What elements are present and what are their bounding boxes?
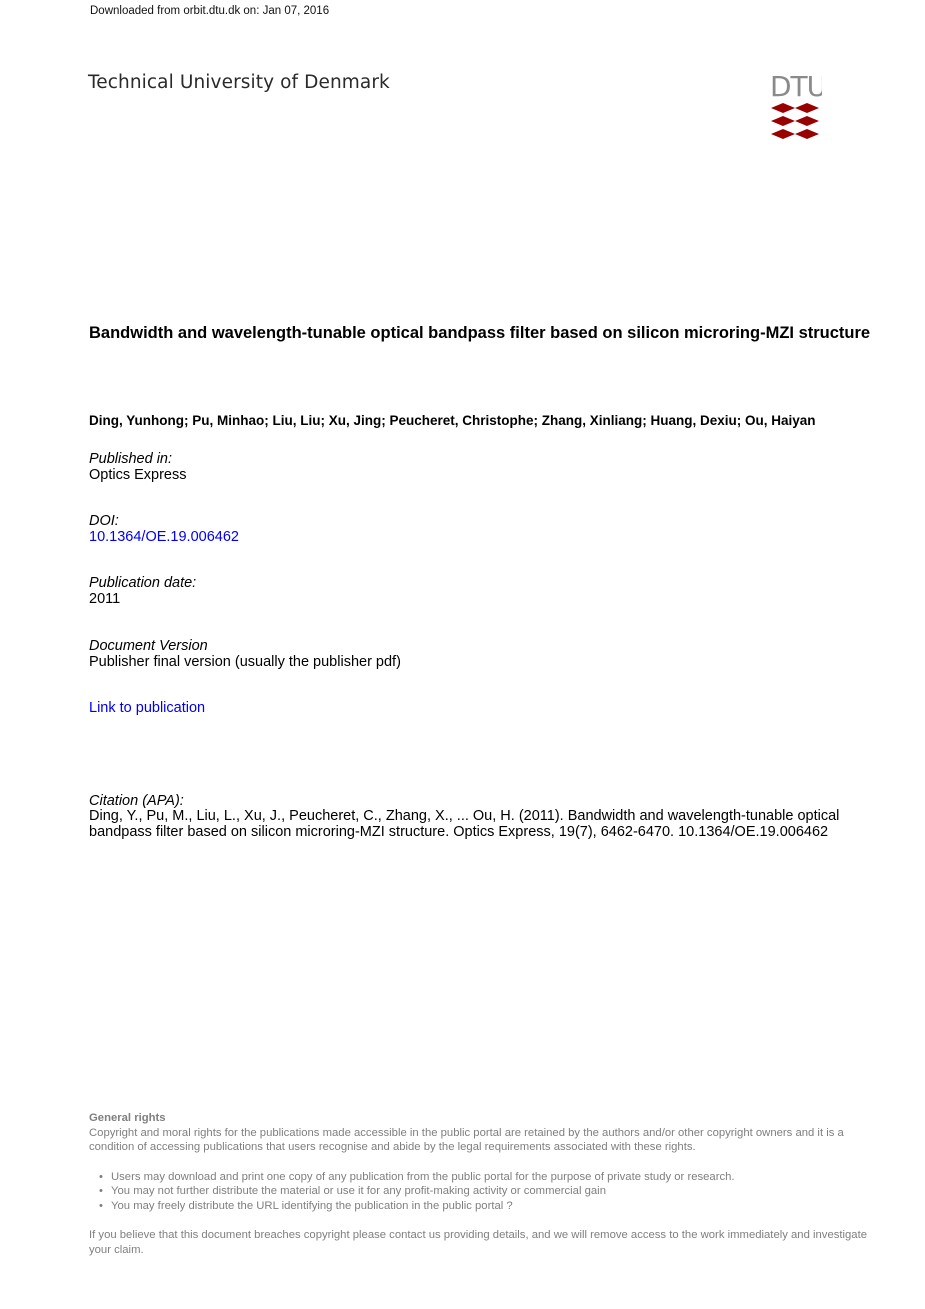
publication-date-value: 2011 [89,591,121,607]
download-note: Downloaded from orbit.dtu.dk on: Jan 07, 2016 [90,5,330,17]
doi-link[interactable]: 10.1364/OE.19.006462 [89,529,239,545]
published-in-section [89,451,187,483]
dtu-logo-text: DTU [770,70,822,103]
document-version-value: Publisher final version (usually the publisher pdf) [89,654,401,670]
list-item: • Users may download and print one copy of any publication from the public portal for the purpose of private study or research. [111,1170,879,1185]
doi-section [89,513,239,545]
dtu-logo-waves [771,103,819,139]
dtu-logo-icon [768,70,822,142]
list-item: • You may freely distribute the URL identifying the publication in the public portal ? [111,1199,879,1214]
general-rights-section [89,1111,879,1257]
list-item: • You may not further distribute the material or use it for any profit-making activity or commercial gain [111,1184,879,1199]
institution-name: Technical University of Denmark [88,72,390,93]
author-list: Ding, Yunhong; Pu, Minhao; Liu, Liu; Xu, Jing; Peucheret, Christophe; Zhang, Xinliang; Huang, Dexiu; Ou, Haiyan [89,413,816,428]
document-version-label: Document Version [89,638,208,654]
publication-title: Bandwidth and wavelength-tunable optical bandpass filter based on silicon microring-MZI structure [89,324,871,342]
general-rights-heading: General rights [89,1112,166,1124]
general-rights-paragraph: Copyright and moral rights for the publications made accessible in the public portal are retained by the authors and/or other copyright owners and it is a condition of accessing publications that users recognise and abide by the legal requirements associated with these rights. [89,1126,844,1153]
general-rights-closing: If you believe that this document breaches copyright please contact us providing details, and we will remove access to the work immediately and investigate your claim. [89,1229,868,1256]
document-version-section [89,638,401,670]
link-to-publication-section [89,700,205,716]
published-in-value: Optics Express [89,467,187,483]
citation-label: Citation (APA): [89,793,184,809]
general-rights-bullets [89,1170,879,1214]
doi-label: DOI: [89,513,119,529]
publication-date-label: Publication date: [89,575,197,591]
link-to-publication[interactable]: Link to publication [89,700,206,716]
publication-date-section [89,575,196,607]
citation-text: Ding, Y., Pu, M., Liu, L., Xu, J., Peucheret, C., Zhang, X., ... Ou, H. (2011). Bandwidth and wavelength-tunable optical bandpass filter based on silicon microring-MZI structure. Optics Express, 19(7), 6462-6470. 10.1364/OE.19.006462 [89,808,840,840]
dtu-logo [768,70,822,142]
citation-section [89,793,879,840]
published-in-label: Published in: [89,451,173,467]
